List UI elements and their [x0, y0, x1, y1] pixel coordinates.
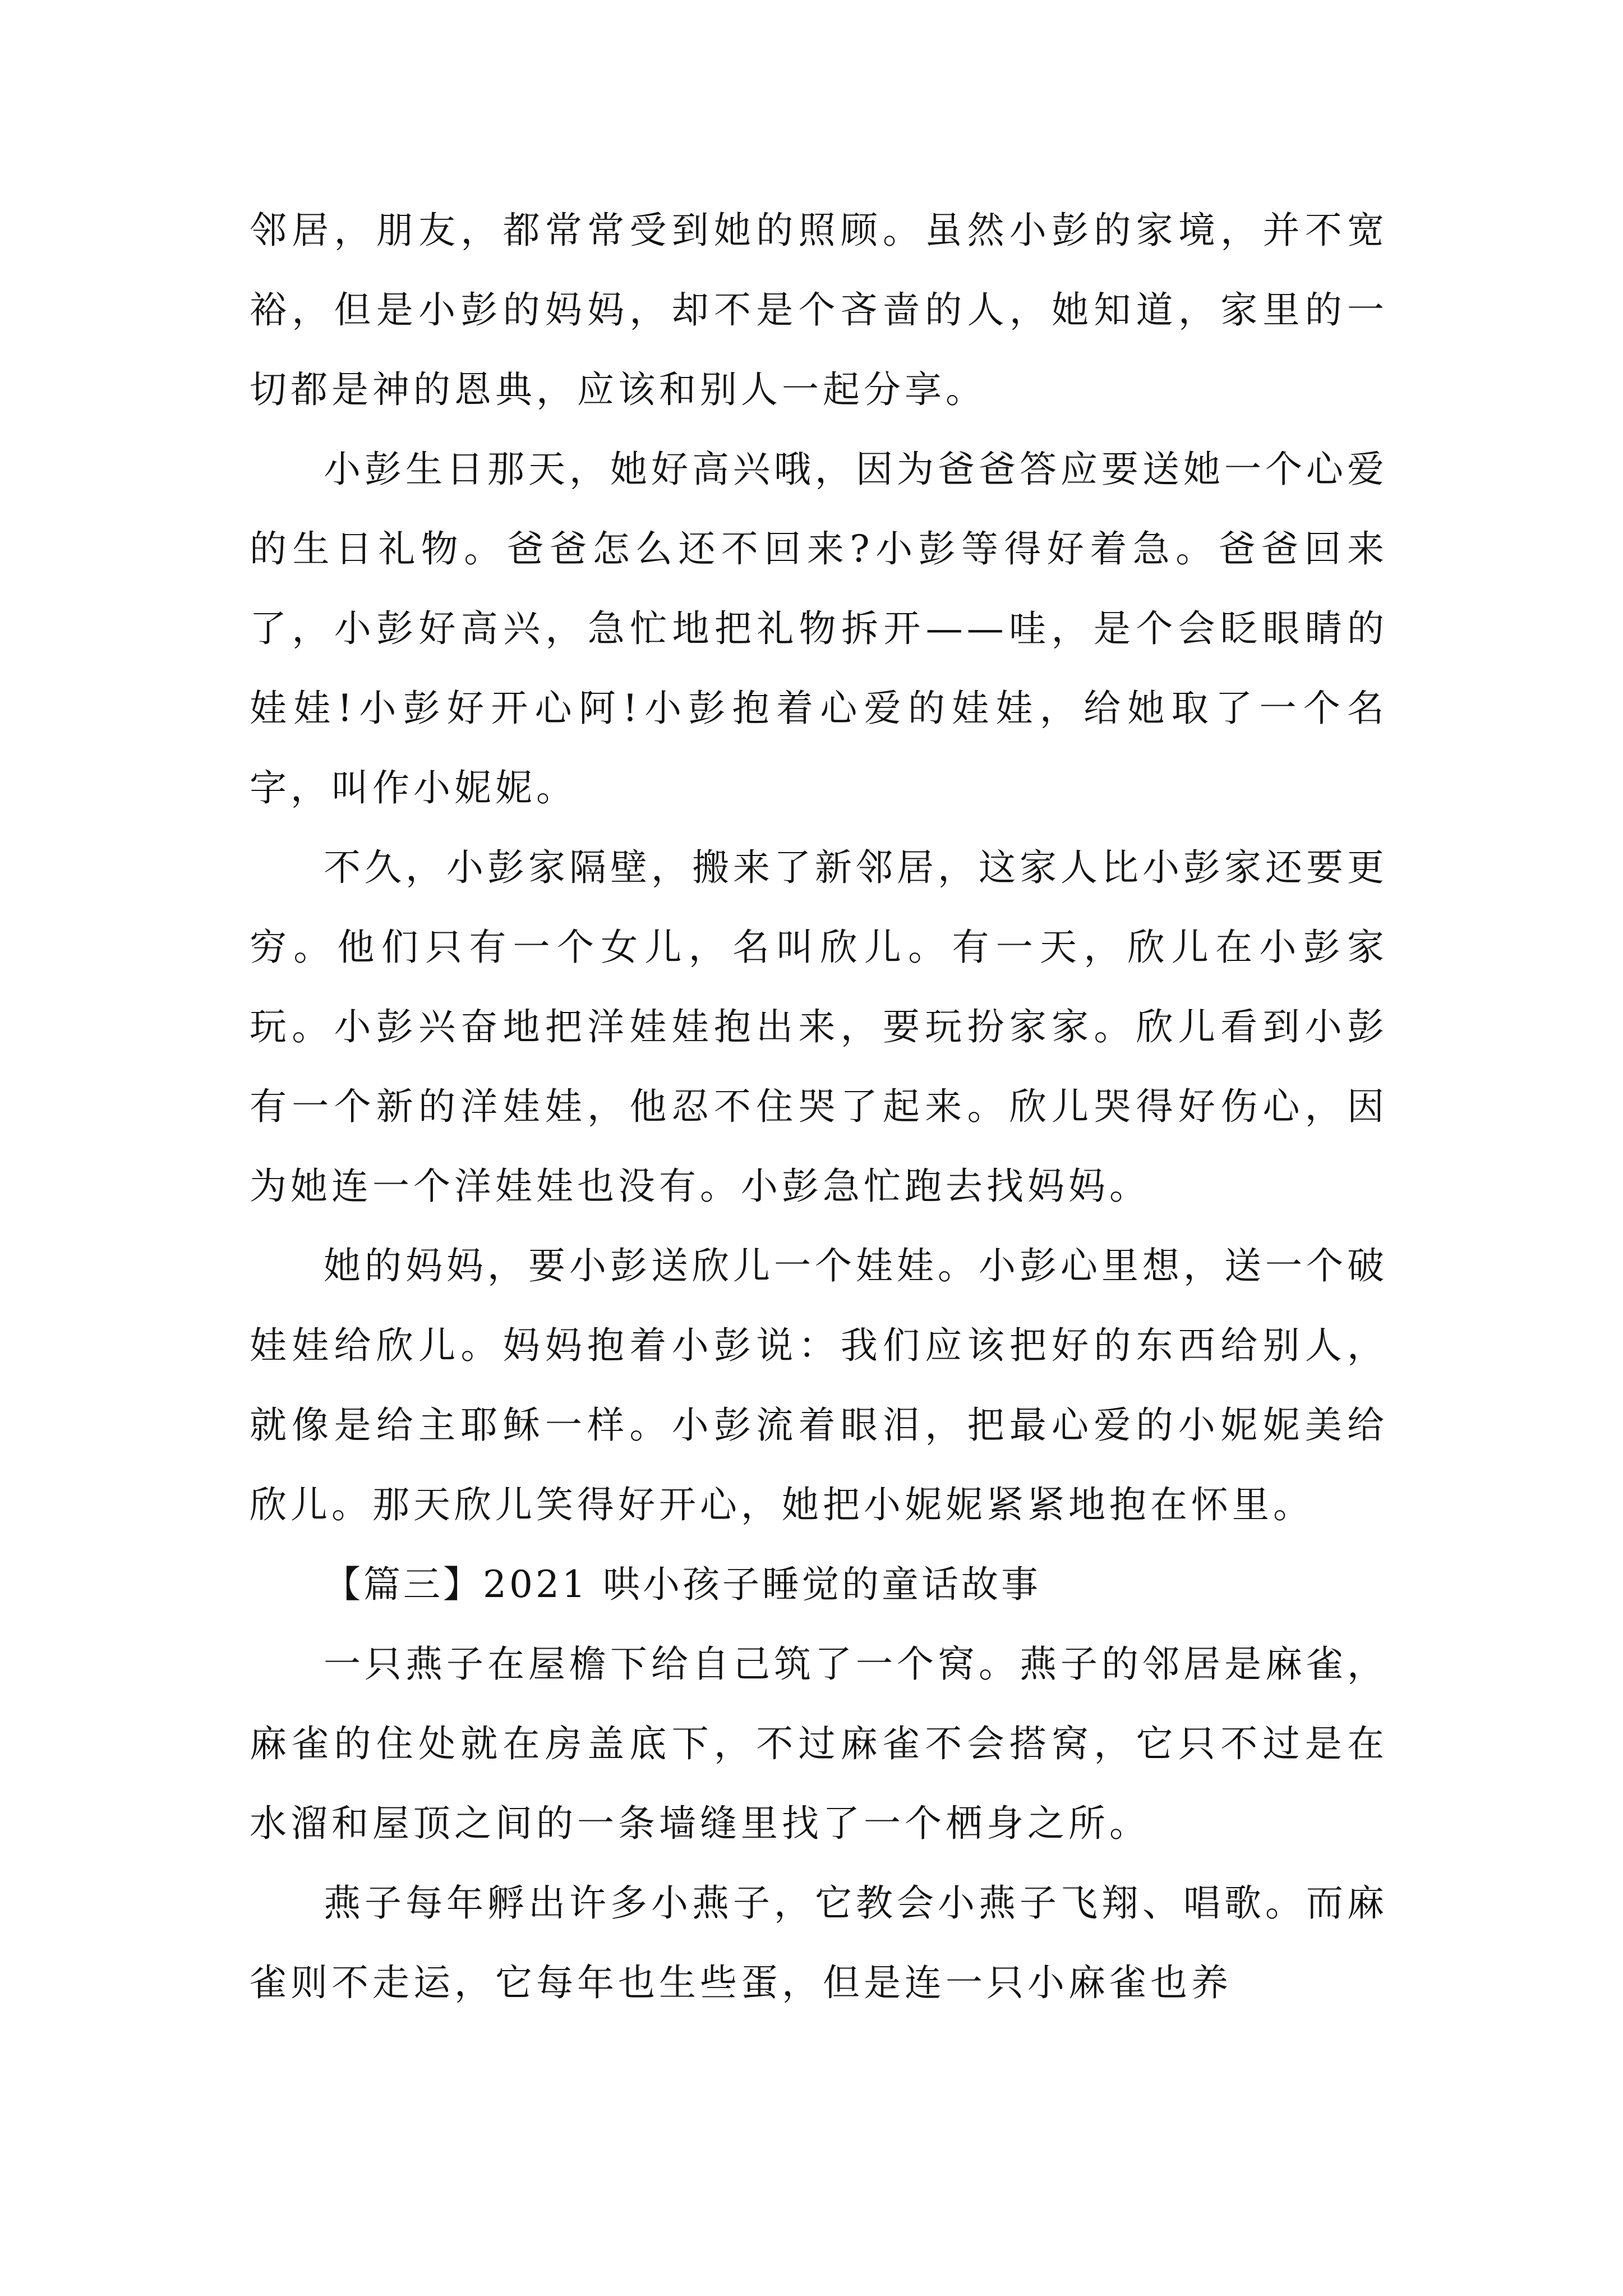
paragraph-4: 她的妈妈，要小彭送欣儿一个娃娃。小彭心里想，送一个破娃娃给欣儿。妈妈抱着小彭说：我们应该把好的东西给别人，就像是给主耶稣一样。小彭流着眼泪，把最心爱的小妮妮美给欣儿。那天欣儿笑得好开心，她把小妮妮紧紧地抱在怀里。 — [250, 1244, 1388, 1526]
document-body — [250, 191, 1388, 2023]
paragraph-3: 不久，小彭家隔壁，搬来了新邻居，这家人比小彭家还要更穷。他们只有一个女儿，名叫欣儿。有一天，欣儿在小彭家玩。小彭兴奋地把洋娃娃抱出来，要玩扮家家。欣儿看到小彭有一个新的洋娃娃，他忍不住哭了起来。欣儿哭得好伤心，因为她连一个洋娃娃也没有。小彭急忙跑去找妈妈。 — [250, 846, 1388, 1208]
section-heading: 【篇三】2021 哄小孩子睡觉的童话故事 — [324, 1563, 1041, 1606]
paragraph-1: 邻居，朋友，都常常受到她的照顾。虽然小彭的家境，并不宽裕，但是小彭的妈妈，却不是个吝啬的人，她知道，家里的一切都是神的恩典，应该和别人一起分享。 — [250, 209, 1388, 411]
section-paragraph-1: 一只燕子在屋檐下给自己筑了一个窝。燕子的邻居是麻雀，麻雀的住处就在房盖底下，不过麻雀不会搭窝，它只不过是在水溜和屋顶之间的一条墙缝里找了一个栖身之所。 — [250, 1642, 1388, 1845]
section-paragraph-2: 燕子每年孵出许多小燕子，它教会小燕子飞翔、唱歌。而麻雀则不走运，它每年也生些蛋，但是连一只小麻雀也养 — [250, 1881, 1388, 2004]
paragraph-2: 小彭生日那天，她好高兴哦，因为爸爸答应要送她一个心爱的生日礼物。爸爸怎么还不回来?小彭等得好着急。爸爸回来了，小彭好高兴，急忙地把礼物拆开——哇，是个会眨眼睛的娃娃!小彭好开心阿!小彭抱着心爱的娃娃，给她取了一个名字，叫作小妮妮。 — [250, 448, 1388, 809]
